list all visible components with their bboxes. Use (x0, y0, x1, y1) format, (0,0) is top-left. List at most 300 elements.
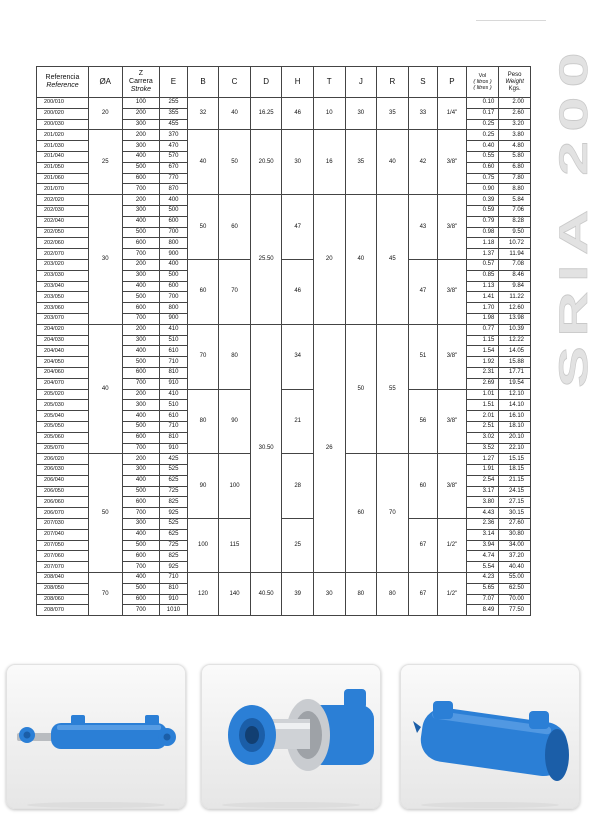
dim-p-cell: 1/2" (438, 519, 467, 573)
stroke-cell: 200 (122, 324, 160, 335)
dim-p-cell: 3/8" (438, 259, 467, 324)
weight-cell: 21.15 (499, 475, 531, 486)
weight-cell: 3.20 (499, 119, 531, 130)
dim-p-cell: 1/2" (438, 573, 467, 616)
reference-cell: 207/030 (37, 519, 89, 530)
weight-cell: 14.05 (499, 346, 531, 357)
volume-cell: 0.25 (466, 119, 499, 130)
length-e-cell: 825 (160, 551, 188, 562)
volume-cell: 0.59 (466, 205, 499, 216)
reference-cell: 202/040 (37, 216, 89, 227)
reference-cell: 203/070 (37, 313, 89, 324)
stroke-cell: 400 (122, 529, 160, 540)
stroke-cell: 400 (122, 573, 160, 584)
volume-cell: 4.43 (466, 508, 499, 519)
weight-cell: 70.00 (499, 594, 531, 605)
dim-j-cell: 50 (345, 324, 377, 454)
header-e: E (160, 67, 188, 98)
length-e-cell: 710 (160, 357, 188, 368)
length-e-cell: 700 (160, 292, 188, 303)
dim-r-cell: 55 (377, 324, 409, 454)
header-rule (476, 20, 546, 21)
header-t: T (313, 67, 345, 98)
dim-c-cell: 115 (219, 519, 251, 573)
volume-cell: 2.51 (466, 421, 499, 432)
length-e-cell: 770 (160, 173, 188, 184)
dim-c-cell: 60 (219, 195, 251, 260)
bore-cell: 70 (88, 573, 122, 616)
hydraulic-cylinder-rod-closeup-icon (208, 675, 374, 799)
table-row (37, 454, 531, 465)
stroke-cell: 700 (122, 249, 160, 260)
stroke-cell: 300 (122, 335, 160, 346)
stroke-cell: 600 (122, 367, 160, 378)
length-e-cell: 925 (160, 508, 188, 519)
stroke-cell: 500 (122, 227, 160, 238)
volume-cell: 1.41 (466, 292, 499, 303)
dim-d-cell: 30.50 (250, 324, 282, 572)
weight-cell: 18.15 (499, 465, 531, 476)
weight-cell: 4.80 (499, 141, 531, 152)
volume-cell: 1.01 (466, 389, 499, 400)
table-row (37, 324, 531, 335)
stroke-cell: 700 (122, 605, 160, 616)
weight-cell: 6.80 (499, 162, 531, 173)
dim-b-cell: 120 (187, 573, 219, 616)
photo-cylinder-rod (201, 664, 381, 809)
length-e-cell: 710 (160, 421, 188, 432)
reference-cell: 203/020 (37, 259, 89, 270)
stroke-cell: 200 (122, 195, 160, 206)
dim-s-cell: 51 (408, 324, 438, 389)
dim-c-cell: 80 (219, 324, 251, 389)
volume-cell: 0.39 (466, 195, 499, 206)
volume-cell: 1.15 (466, 335, 499, 346)
dim-d-cell: 16.25 (250, 98, 282, 130)
dim-p-cell: 1/4" (438, 98, 467, 130)
dim-p-cell: 3/8" (438, 195, 467, 260)
dim-b-cell: 90 (187, 454, 219, 519)
header-s: S (408, 67, 438, 98)
length-e-cell: 800 (160, 303, 188, 314)
stroke-cell: 600 (122, 238, 160, 249)
volume-cell: 0.85 (466, 270, 499, 281)
stroke-cell: 500 (122, 583, 160, 594)
stroke-cell: 600 (122, 594, 160, 605)
stroke-cell: 600 (122, 303, 160, 314)
weight-cell: 17.71 (499, 367, 531, 378)
length-e-cell: 400 (160, 195, 188, 206)
length-e-cell: 410 (160, 324, 188, 335)
reference-cell: 203/050 (37, 292, 89, 303)
header-stroke: Z Carrera Stroke (122, 67, 160, 98)
stroke-cell: 500 (122, 486, 160, 497)
series-title (552, 26, 597, 396)
length-e-cell: 870 (160, 184, 188, 195)
weight-cell: 34.00 (499, 540, 531, 551)
header-weight: Peso Weight Kgs. (499, 67, 531, 98)
weight-cell: 19.54 (499, 378, 531, 389)
dim-r-cell: 45 (377, 195, 409, 325)
length-e-cell: 910 (160, 378, 188, 389)
stroke-cell: 400 (122, 411, 160, 422)
reference-cell: 207/060 (37, 551, 89, 562)
weight-cell: 8.80 (499, 184, 531, 195)
volume-cell: 0.17 (466, 108, 499, 119)
dim-s-cell: 60 (408, 454, 438, 519)
stroke-cell: 400 (122, 475, 160, 486)
volume-cell: 1.18 (466, 238, 499, 249)
table-header-row (37, 67, 531, 98)
dim-b-cell: 80 (187, 389, 219, 454)
weight-cell: 15.88 (499, 357, 531, 368)
dim-j-cell: 40 (345, 195, 377, 325)
dim-t-cell: 16 (313, 130, 345, 195)
length-e-cell: 410 (160, 389, 188, 400)
reference-cell: 205/060 (37, 432, 89, 443)
stroke-cell: 500 (122, 357, 160, 368)
dim-s-cell: 67 (408, 573, 438, 616)
reference-cell: 203/040 (37, 281, 89, 292)
length-e-cell: 910 (160, 443, 188, 454)
reference-cell: 202/020 (37, 195, 89, 206)
dim-h-cell: 25 (282, 519, 314, 573)
header-c: C (219, 67, 251, 98)
weight-cell: 30.80 (499, 529, 531, 540)
reference-cell: 204/060 (37, 367, 89, 378)
weight-cell: 7.80 (499, 173, 531, 184)
length-e-cell: 355 (160, 108, 188, 119)
weight-cell: 15.15 (499, 454, 531, 465)
weight-cell: 24.15 (499, 486, 531, 497)
length-e-cell: 925 (160, 562, 188, 573)
reference-cell: 208/050 (37, 583, 89, 594)
header-r: R (377, 67, 409, 98)
weight-cell: 20.10 (499, 432, 531, 443)
length-e-cell: 510 (160, 335, 188, 346)
volume-cell: 5.54 (466, 562, 499, 573)
dim-b-cell: 100 (187, 519, 219, 573)
photo-cylinder-body (400, 664, 580, 809)
volume-cell: 1.13 (466, 281, 499, 292)
dim-s-cell: 33 (408, 98, 438, 130)
weight-cell: 5.80 (499, 151, 531, 162)
dim-c-cell: 140 (219, 573, 251, 616)
length-e-cell: 370 (160, 130, 188, 141)
dim-r-cell: 70 (377, 454, 409, 573)
stroke-cell: 300 (122, 400, 160, 411)
reference-cell: 205/020 (37, 389, 89, 400)
dim-h-cell: 39 (282, 573, 314, 616)
reference-cell: 208/060 (37, 594, 89, 605)
reference-cell: 202/070 (37, 249, 89, 260)
dim-r-cell: 35 (377, 98, 409, 130)
bore-cell: 50 (88, 454, 122, 573)
volume-cell: 1.70 (466, 303, 499, 314)
reference-cell: 206/070 (37, 508, 89, 519)
length-e-cell: 610 (160, 346, 188, 357)
reference-cell: 204/030 (37, 335, 89, 346)
volume-cell: 1.37 (466, 249, 499, 260)
reference-cell: 201/040 (37, 151, 89, 162)
volume-cell: 2.01 (466, 411, 499, 422)
volume-cell: 7.07 (466, 594, 499, 605)
dim-b-cell: 32 (187, 98, 219, 130)
weight-cell: 2.60 (499, 108, 531, 119)
table-row (37, 130, 531, 141)
volume-cell: 0.75 (466, 173, 499, 184)
stroke-cell: 300 (122, 519, 160, 530)
length-e-cell: 800 (160, 238, 188, 249)
dim-c-cell: 70 (219, 259, 251, 324)
table-row (37, 195, 531, 206)
reference-cell: 205/040 (37, 411, 89, 422)
volume-cell: 0.25 (466, 130, 499, 141)
volume-cell: 1.51 (466, 400, 499, 411)
header-j: J (345, 67, 377, 98)
volume-cell: 0.79 (466, 216, 499, 227)
dim-h-cell: 46 (282, 98, 314, 130)
stroke-cell: 300 (122, 270, 160, 281)
dim-s-cell: 43 (408, 195, 438, 260)
hydraulic-cylinder-body-icon (407, 675, 573, 799)
stroke-cell: 500 (122, 292, 160, 303)
dim-j-cell: 30 (345, 98, 377, 130)
table-body (37, 98, 531, 616)
dim-c-cell: 50 (219, 130, 251, 195)
header-reference: Referencia Reference (37, 67, 89, 98)
dim-s-cell: 67 (408, 519, 438, 573)
stroke-cell: 200 (122, 108, 160, 119)
volume-cell: 2.36 (466, 519, 499, 530)
reference-cell: 203/060 (37, 303, 89, 314)
stroke-cell: 600 (122, 432, 160, 443)
length-e-cell: 1010 (160, 605, 188, 616)
length-e-cell: 810 (160, 432, 188, 443)
volume-cell: 0.90 (466, 184, 499, 195)
weight-cell: 55.00 (499, 573, 531, 584)
length-e-cell: 500 (160, 270, 188, 281)
length-e-cell: 570 (160, 151, 188, 162)
length-e-cell: 825 (160, 497, 188, 508)
stroke-cell: 200 (122, 454, 160, 465)
reference-cell: 204/050 (37, 357, 89, 368)
volume-cell: 4.74 (466, 551, 499, 562)
dim-h-cell: 34 (282, 324, 314, 389)
cylinder-spec-table (36, 66, 531, 616)
header-h: H (282, 67, 314, 98)
volume-cell: 2.31 (466, 367, 499, 378)
stroke-cell: 400 (122, 346, 160, 357)
dim-d-cell: 20.50 (250, 130, 282, 195)
reference-cell: 206/030 (37, 465, 89, 476)
volume-cell: 0.55 (466, 151, 499, 162)
weight-cell: 16.10 (499, 411, 531, 422)
length-e-cell: 600 (160, 281, 188, 292)
length-e-cell: 710 (160, 573, 188, 584)
stroke-cell: 400 (122, 281, 160, 292)
volume-cell: 0.77 (466, 324, 499, 335)
dim-j-cell: 60 (345, 454, 377, 573)
volume-cell: 3.52 (466, 443, 499, 454)
length-e-cell: 400 (160, 259, 188, 270)
length-e-cell: 810 (160, 367, 188, 378)
length-e-cell: 670 (160, 162, 188, 173)
volume-cell: 3.17 (466, 486, 499, 497)
reference-cell: 201/030 (37, 141, 89, 152)
weight-cell: 2.00 (499, 98, 531, 109)
stroke-cell: 200 (122, 259, 160, 270)
dim-c-cell: 40 (219, 98, 251, 130)
stroke-cell: 700 (122, 562, 160, 573)
reference-cell: 202/050 (37, 227, 89, 238)
weight-cell: 7.06 (499, 205, 531, 216)
length-e-cell: 910 (160, 594, 188, 605)
volume-cell: 4.23 (466, 573, 499, 584)
reference-cell: 207/040 (37, 529, 89, 540)
dim-b-cell: 50 (187, 195, 219, 260)
weight-cell: 10.39 (499, 324, 531, 335)
weight-cell: 12.10 (499, 389, 531, 400)
bore-cell: 40 (88, 324, 122, 454)
stroke-cell: 700 (122, 508, 160, 519)
volume-cell: 1.91 (466, 465, 499, 476)
volume-cell: 2.54 (466, 475, 499, 486)
volume-cell: 3.14 (466, 529, 499, 540)
header-a: ØA (88, 67, 122, 98)
stroke-cell: 600 (122, 551, 160, 562)
hydraulic-cylinder-full-icon (13, 675, 179, 799)
length-e-cell: 900 (160, 249, 188, 260)
dim-r-cell: 80 (377, 573, 409, 616)
dim-b-cell: 60 (187, 259, 219, 324)
stroke-cell: 600 (122, 497, 160, 508)
volume-cell: 1.54 (466, 346, 499, 357)
volume-cell: 3.94 (466, 540, 499, 551)
length-e-cell: 725 (160, 540, 188, 551)
length-e-cell: 810 (160, 583, 188, 594)
stroke-cell: 400 (122, 151, 160, 162)
dim-h-cell: 30 (282, 130, 314, 195)
reference-cell: 200/020 (37, 108, 89, 119)
length-e-cell: 425 (160, 454, 188, 465)
stroke-cell: 300 (122, 465, 160, 476)
stroke-cell: 500 (122, 162, 160, 173)
weight-cell: 12.60 (499, 303, 531, 314)
reference-cell: 201/070 (37, 184, 89, 195)
weight-cell: 7.08 (499, 259, 531, 270)
series-title-text: SRIA 200 (552, 168, 596, 388)
dim-s-cell: 56 (408, 389, 438, 454)
photo-shadow (27, 802, 165, 808)
stroke-cell: 200 (122, 130, 160, 141)
dim-b-cell: 40 (187, 130, 219, 195)
stroke-cell: 400 (122, 216, 160, 227)
dim-h-cell: 21 (282, 389, 314, 454)
length-e-cell: 455 (160, 119, 188, 130)
stroke-cell: 700 (122, 378, 160, 389)
length-e-cell: 600 (160, 216, 188, 227)
volume-cell: 0.10 (466, 98, 499, 109)
length-e-cell: 470 (160, 141, 188, 152)
header-volume: Vol ( litros ) ( litres ) (466, 67, 499, 98)
reference-cell: 201/060 (37, 173, 89, 184)
stroke-cell: 300 (122, 141, 160, 152)
reference-cell: 206/060 (37, 497, 89, 508)
dim-p-cell: 3/8" (438, 130, 467, 195)
weight-cell: 10.72 (499, 238, 531, 249)
reference-cell: 202/030 (37, 205, 89, 216)
length-e-cell: 900 (160, 313, 188, 324)
weight-cell: 40.40 (499, 562, 531, 573)
weight-cell: 22.10 (499, 443, 531, 454)
volume-cell: 1.98 (466, 313, 499, 324)
volume-cell: 0.57 (466, 259, 499, 270)
reference-cell: 207/070 (37, 562, 89, 573)
weight-cell: 12.22 (499, 335, 531, 346)
dim-d-cell: 40.50 (250, 573, 282, 616)
dim-r-cell: 40 (377, 130, 409, 195)
dim-b-cell: 70 (187, 324, 219, 389)
dim-h-cell: 28 (282, 454, 314, 519)
weight-cell: 27.60 (499, 519, 531, 530)
reference-cell: 204/020 (37, 324, 89, 335)
reference-cell: 202/060 (37, 238, 89, 249)
weight-cell: 3.80 (499, 130, 531, 141)
weight-cell: 9.84 (499, 281, 531, 292)
weight-cell: 62.50 (499, 583, 531, 594)
reference-cell: 208/040 (37, 573, 89, 584)
reference-cell: 200/030 (37, 119, 89, 130)
photo-shadow (222, 802, 360, 808)
photo-shadow (421, 802, 559, 808)
length-e-cell: 525 (160, 519, 188, 530)
reference-cell: 205/070 (37, 443, 89, 454)
dim-p-cell: 3/8" (438, 389, 467, 454)
header-b: B (187, 67, 219, 98)
stroke-cell: 500 (122, 421, 160, 432)
dim-t-cell: 30 (313, 573, 345, 616)
weight-cell: 5.84 (499, 195, 531, 206)
weight-cell: 13.98 (499, 313, 531, 324)
dim-t-cell: 20 (313, 195, 345, 325)
dim-h-cell: 46 (282, 259, 314, 324)
length-e-cell: 700 (160, 227, 188, 238)
dim-t-cell: 10 (313, 98, 345, 130)
dim-j-cell: 35 (345, 130, 377, 195)
volume-cell: 3.80 (466, 497, 499, 508)
weight-cell: 14.10 (499, 400, 531, 411)
reference-cell: 208/070 (37, 605, 89, 616)
table-row (37, 573, 531, 584)
volume-cell: 2.69 (466, 378, 499, 389)
length-e-cell: 610 (160, 411, 188, 422)
volume-cell: 5.65 (466, 583, 499, 594)
stroke-cell: 100 (122, 98, 160, 109)
dim-c-cell: 90 (219, 389, 251, 454)
bore-cell: 30 (88, 195, 122, 325)
header-d: D (250, 67, 282, 98)
stroke-cell: 600 (122, 173, 160, 184)
reference-cell: 201/020 (37, 130, 89, 141)
reference-cell: 205/050 (37, 421, 89, 432)
header-p: P (438, 67, 467, 98)
stroke-cell: 700 (122, 184, 160, 195)
weight-cell: 9.50 (499, 227, 531, 238)
stroke-cell: 500 (122, 540, 160, 551)
photo-cylinder-full (6, 664, 186, 809)
dim-p-cell: 3/8" (438, 324, 467, 389)
